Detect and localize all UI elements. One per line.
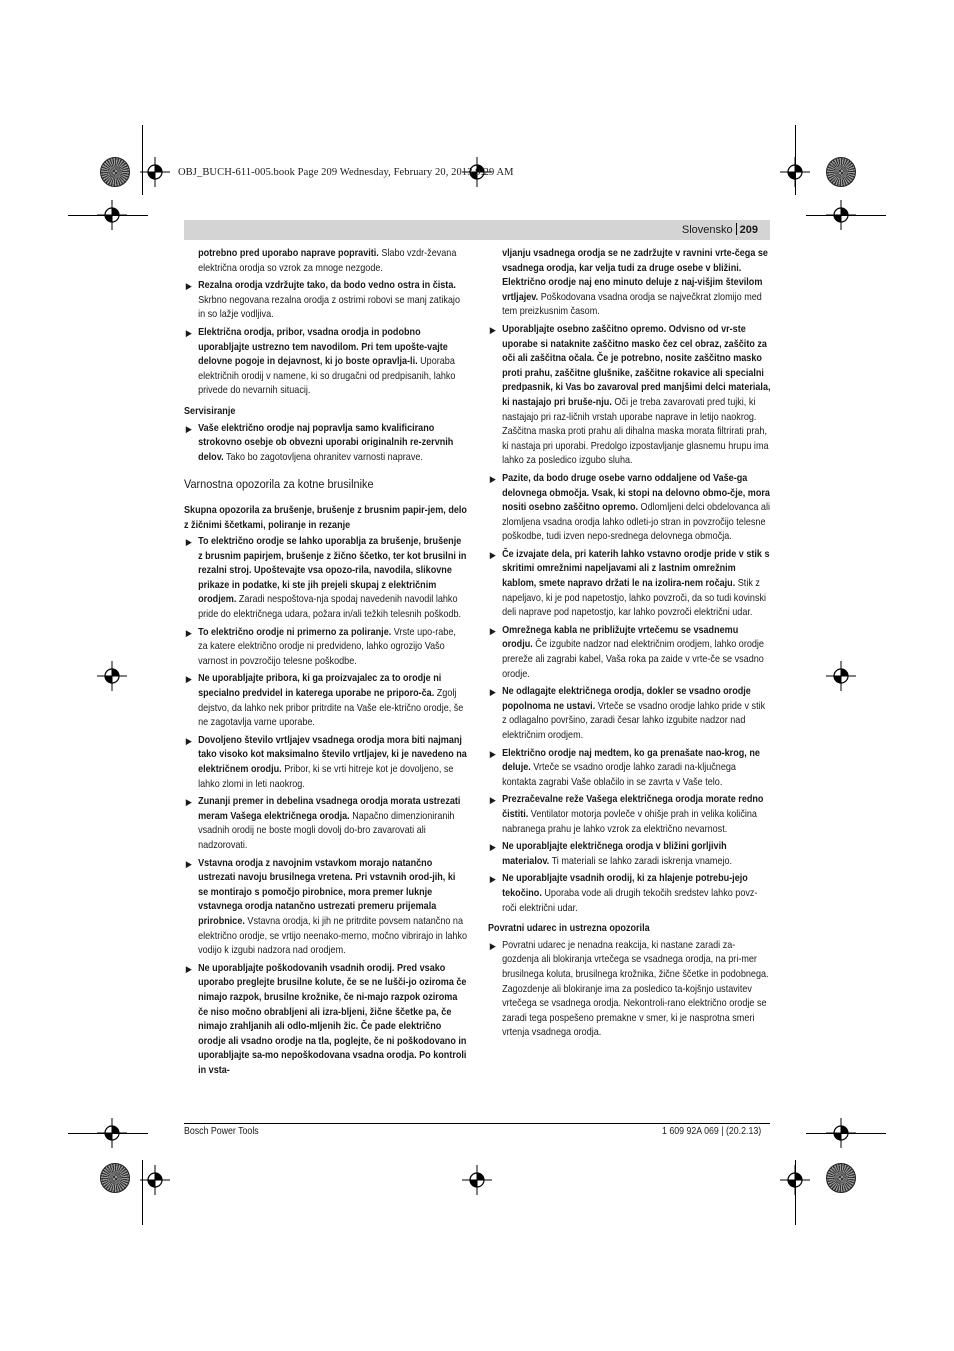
registration-mark-icon	[826, 1118, 856, 1148]
list-item: ▶ Električna orodja, pribor, vsadna orodja in podobno uporabljajte ustrezno tem navodilom. Pri tem upošte-vajte delovne pogoje in dejavnost, ki jo boste opravlja-li. Uporaba električnih orodij v namene, ki so drugačni od predpisanih, lahko privede do nevarnih situacij.	[185, 326, 456, 397]
list-item: potrebno pred uporabo naprave popraviti. Slabo vzdr-ževana električna orodja so vzrok za mnoge nezgode.	[198, 248, 457, 274]
triangle-bullet-icon: ▶	[489, 874, 496, 885]
print-slug-line: OBJ_BUCH-611-005.book Page 209 Wednesday, February 20, 2013 9:29 AM	[178, 167, 514, 178]
page-header	[184, 220, 770, 240]
list-item: ▶ Ne uporabljajte pribora, ki ga proizvajalec za to orodje ni specialno predvidel in katerega uporabe ne priporo-ča. Zgolj dejstvo, da lahko nek pribor pritrdite na Vaše ele-ktrično orodje, še ne zagotavlja varne uporabe.	[185, 673, 464, 729]
registration-mark-icon	[462, 1165, 492, 1195]
triangle-bullet-icon: ▶	[185, 537, 192, 548]
triangle-bullet-icon: ▶	[185, 797, 192, 808]
triangle-bullet-icon: ▶	[489, 748, 496, 759]
list-item: ▶ Dovoljeno število vrtljajev vsadnega orodja mora biti najmanj tako visoko kot maksimalno število vrtljajev, ki je navedeno na električnem orodju. Pribor, ki se vrti hitreje kot je dovoljeno, se lahko zlomi in leti naokrog.	[185, 734, 467, 790]
list-item: ▶ Rezalna orodja vzdržujte tako, da bodo vedno ostra in čista. Skrbno negovana rezalna orodja z ostrimi robovi se manj zatikajo in so lažje vodljiva.	[185, 280, 460, 321]
list-item: ▶ Vaše električno orodje naj popravlja samo kvalificirano strokovno osebje ob obvezni uporabi originalnih re-zervnih delov. Tako bo zagotovljena ohranitev varnosti naprave.	[185, 422, 454, 463]
list-item: ▶ Ne uporabljajte vsadnih orodij, ki za hlajenje potrebu-jejo tekočino. Uporaba vode ali drugih tekočih sredstev lahko povz-roči električni udar.	[489, 873, 758, 914]
triangle-bullet-icon: ▶	[489, 795, 496, 806]
triangle-bullet-icon: ▶	[489, 940, 496, 951]
list-item: ▶ Vstavna orodja z navojnim vstavkom morajo natančno ustrezati navoju brusilnega vretena. Pri vstavnih orod-jih, ki se montirajo s pomočjo pirobnice, mora premer luknje vstavnega orodja natančno ustrezati premeru prijemala prirobnice. Vstavna orodja, ki jih ne pritrdite povsem natančno na električno orodje, se vrtijo neenako-merno, močno vibrirajo in lahko vodijo k izgubi nadzora nad orodjem.	[185, 857, 468, 957]
footer-doc-number: 1 609 92A 069 | (20.2.13)	[662, 1126, 762, 1137]
right-column	[488, 247, 771, 1044]
registration-mark-icon	[140, 157, 170, 187]
footer-brand: Bosch Power Tools	[184, 1126, 259, 1137]
list-item: ▶ Zunanji premer in debelina vsadnega orodja morata ustrezati meram Vašega električnega orodja. Napačno dimenzioniranih vsadnih orodij ne boste mogli dovolj do-bro zavarovati ali nadzorovati.	[185, 796, 461, 851]
group-heading: Skupna opozorila za brušenje, brušenje z brusnim papir-jem, delo z žičnimi ščetkami, poliranje in rezanje	[184, 504, 467, 531]
list-item: ▶ Pazite, da bodo druge osebe varno oddaljene od Vaše-ga delovnega območja. Vsak, ki stopi na delovno obmo-čje, mora nositi osebno zaščitno opremo. Odlomljeni delci obdelovanca ali zlomljena vsadna orodja lahko odleti-jo stran in povzročijo telesne poškodbe, tudi izven nepo-srednega delovnega območja.	[489, 472, 770, 543]
triangle-bullet-icon: ▶	[489, 625, 496, 636]
list-item: ▶ Električno orodje naj medtem, ko ga prenašate nao-krog, ne deluje. Vrteče se vsadno orodje lahko zaradi na-ključnega kontakta zagrabi Vaše oblačilo in se zavrta v Vaše telo.	[489, 747, 760, 788]
color-rosette-icon	[100, 157, 130, 187]
section-heading: Servisiranje	[184, 405, 236, 417]
list-item: ▶ Uporabljajte osebno zaščitno opremo. Odvisno od vr-ste uporabe si nataknite zaščitno masko čez cel obraz, zaščito za oči ali zaščitna očala. Če je potrebno, nosite zaščitno masko proti prahu, zaščitne glušnike, zaščitne rokavice ali specialni predpasnik, ki Vas bo zavaroval pred manjšimi delci materiala, ki nastajajo pri bruše-nju. Oči je treba zavarovati pred tujki, ki nastajajo pri raz-ličnih vrstah uporabe naprave in letijo naokrog. Zaščitna maska proti prahu ali dihalna maska morata filtrirati prah, ki nastaja pri uporabi. Predolgo izpostavljanje glasnemu hrupu ima lahko za posledico izgubo sluha.	[489, 323, 771, 467]
registration-mark-icon	[97, 200, 127, 230]
triangle-bullet-icon: ▶	[185, 281, 192, 292]
registration-mark-icon	[780, 157, 810, 187]
list-item: ▶ To električno orodje ni primerno za poliranje. Vrste upo-rabe, za katere električno orodje ni predvideno, lahko ogrozijo Vašo varnost in povzročijo telesne poškodbe.	[185, 626, 456, 667]
registration-mark-icon	[97, 661, 127, 691]
color-rosette-icon	[100, 1163, 130, 1193]
list-item: ▶ Omrežnega kabla ne približujte vrtečemu se vsadnemu orodju. Če izgubite nadzor nad električnim orodjem, lahko orodje prereže ali zagrabi kabel, Vaša roka pa zaide v vrte-če se vsadno orodje.	[489, 624, 764, 680]
triangle-bullet-icon: ▶	[185, 327, 192, 338]
triangle-bullet-icon: ▶	[185, 858, 192, 869]
registration-mark-icon	[780, 1165, 810, 1195]
list-item: ▶ Povratni udarec je nenadna reakcija, ki nastane zaradi za-gozdenja ali blokiranja vrtečega se vsadnega orodja, na pri-mer brusilnega koluta, brusilnega krožnika, žične ščetke in podobnega. Zagozdenje ali blokiranje ima za posledico ta-kojšnjo ustavitev vrtečega se vsadnega orodja. Nekontroli-rano električno orodje se zaradi tega pospešeno premakne v smer, ki je nasprotna smeri vrtenja vsadnega orodja.	[489, 939, 769, 1039]
list-item: ▶ Ne uporabljajte električnega orodja v bližini gorljivih materialov. Ti materiali se lahko zaradi iskrenja vnamejo.	[489, 841, 733, 867]
color-rosette-icon	[826, 157, 856, 187]
triangle-bullet-icon: ▶	[489, 842, 496, 853]
triangle-bullet-icon: ▶	[489, 324, 496, 335]
list-item: ▶ Prezračevalne reže Vašega električnega orodja morate redno čistiti. Ventilator motorja povleče v ohišje prah in velika količina nabranega prahu je lahko vzrok za električno nevarnost.	[489, 794, 764, 835]
header-language: Slovensko	[681, 224, 733, 236]
triangle-bullet-icon: ▶	[185, 674, 192, 685]
triangle-bullet-icon: ▶	[185, 735, 192, 746]
list-item: ▶ Ne uporabljajte poškodovanih vsadnih orodij. Pred vsako uporabo preglejte brusilne kolute, če se ne lušči-jo oziroma če nimajo razpok, brusilne krožnike, če ni-majo razpok oziroma če niso močno obrabljeni ali izra-bljeni, žične ščetke pa, če nimajo zrahljanih ali odlo-mljenih žic. Če pade električno orodje ali vsadno orodje na tla, poglejte, če ni poškodovano in uporabljajte sa-mo nepoškodovana vsadna orodja. Po kontroli in vsta-	[185, 962, 467, 1076]
triangle-bullet-icon: ▶	[185, 627, 192, 638]
list-item: ▶ Ne odlagajte električnega orodja, dokler se vsadno orodje popolnoma ne ustavi. Vrteče se vsadno orodje lahko pride v stik z odlagalno površino, zaradi česar lahko izgubite nadzor nad električnim orodjem.	[489, 686, 766, 741]
triangle-bullet-icon: ▶	[489, 549, 496, 560]
triangle-bullet-icon: ▶	[185, 423, 192, 434]
section-title: Varnostna opozorila za kotne brusilnike	[184, 477, 374, 492]
header-label	[682, 223, 758, 236]
footer-divider	[184, 1123, 770, 1124]
list-item: ▶ To električno orodje se lahko uporablja za brušenje, brušenje z brusnim papirjem, brušenje z žično ščetko, ter kot brusilni in rezalni stroj. Upoštevajte vsa opozo-rila, navodila, slikovne prikaze in podatke, ki ste jih prejeli skupaj z električnim orodjem. Zaradi nespoštova-nja spodaj navedenih navodil lahko pride do električnega udara, požara in/ali težkih telesnih poškodb.	[185, 536, 467, 621]
registration-mark-icon	[140, 1165, 170, 1195]
triangle-bullet-icon: ▶	[489, 473, 496, 484]
left-column	[184, 247, 467, 1081]
list-item: ▶ Če izvajate dela, pri katerih lahko vstavno orodje pride v stik s skritimi omrežnimi napeljavami ali z lastnim omrežnim kablom, smete napravo držati le na izolira-nem ročaju. Stik z napeljavo, ki je pod napetostjo, lahko povzroči, da so tudi kovinski deli naprave pod napetostjo, kar lahko povzroči električni udar.	[489, 548, 770, 619]
list-item: vljanju vsadnega orodja se ne zadržujte v ravnini vrte-čega se vsadnega orodja, kar velja tudi za druge osebe v bližini. Električno orodje naj eno minuto deluje z naj-višjim številom vrtljajev. Poškodovana vsadna orodja se največkrat zlomijo med tem preizkusnim časom.	[502, 248, 768, 318]
registration-mark-icon	[97, 1118, 127, 1148]
triangle-bullet-icon: ▶	[185, 963, 192, 974]
registration-mark-icon	[826, 661, 856, 691]
triangle-bullet-icon: ▶	[489, 687, 496, 698]
color-rosette-icon	[826, 1163, 856, 1193]
section-heading: Povratni udarec in ustrezna opozorila	[488, 923, 650, 935]
registration-mark-icon	[826, 200, 856, 230]
page-number: 209	[739, 224, 758, 236]
